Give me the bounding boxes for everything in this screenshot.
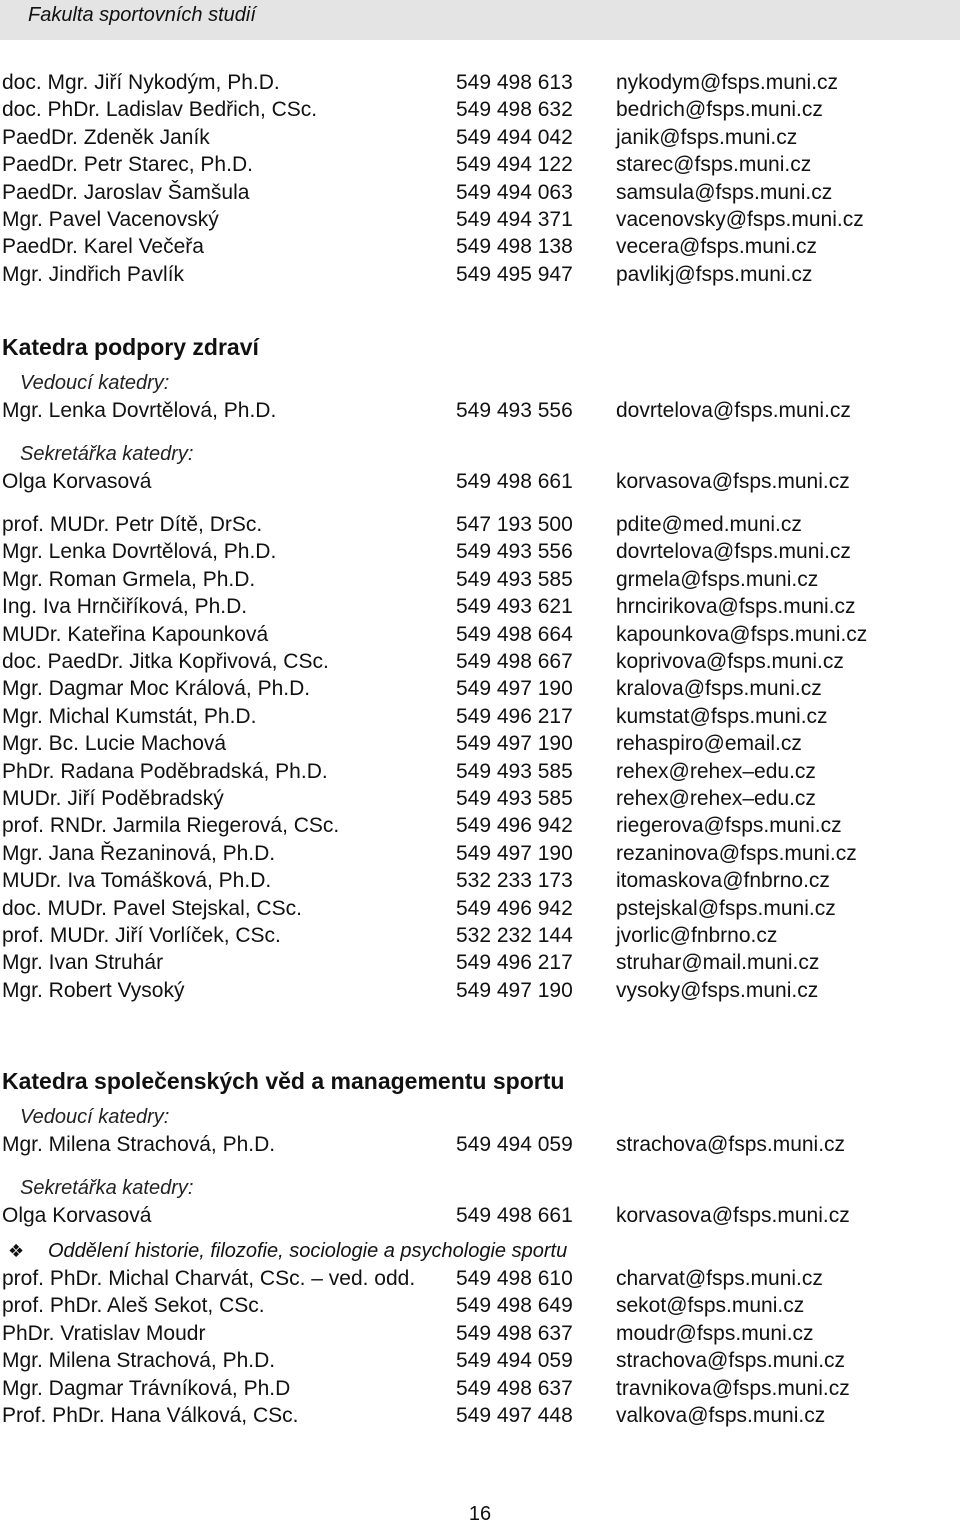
contact-name: Olga Korvasová: [2, 1204, 152, 1227]
contact-email: rehex@rehex–edu.cz: [616, 787, 816, 810]
contact-name: PaedDr. Petr Starec, Ph.D.: [2, 153, 253, 177]
contact-email: jvorlic@fnbrno.cz: [616, 924, 778, 947]
page-number: 16: [468, 1503, 492, 1525]
contact-name: Mgr. Pavel Vacenovský: [2, 208, 219, 231]
dept2-secretary-label: Sekretářka katedry:: [20, 1177, 194, 1199]
contact-email: strachova@fsps.muni.cz: [616, 1349, 846, 1373]
contact-row: [0, 648, 960, 675]
contact-phone: 549 498 661: [456, 1204, 573, 1227]
contact-name: prof. PhDr. Michal Charvát, CSc. – ved. odd.: [2, 1267, 416, 1290]
contact-row: [0, 1292, 960, 1319]
contact-email: sekot@fsps.muni.cz: [616, 1294, 805, 1318]
header-band: [0, 0, 960, 40]
contact-phone: 549 498 613: [456, 71, 573, 94]
contact-name: Mgr. Robert Vysoký: [2, 978, 185, 1002]
contact-email: vysoky@fsps.muni.cz: [616, 978, 819, 1002]
contact-name: prof. RNDr. Jarmila Riegerová, CSc.: [2, 814, 340, 838]
contact-phone: 549 494 371: [456, 208, 573, 231]
contact-email: pstejskal@fsps.muni.cz: [616, 896, 836, 920]
contact-phone: 549 493 585: [456, 787, 573, 810]
contact-email: pdite@med.muni.cz: [616, 513, 802, 536]
contact-row: [0, 977, 960, 1004]
contact-phone: 532 233 173: [456, 869, 573, 893]
contact-row: [0, 840, 960, 867]
contact-phone: 549 497 190: [456, 978, 573, 1002]
contact-row: [0, 785, 960, 812]
contact-email: strachova@fsps.muni.cz: [616, 1133, 846, 1156]
contact-email: struhar@mail.muni.cz: [616, 951, 820, 975]
contact-phone: 549 494 059: [456, 1349, 573, 1373]
contact-row: [0, 1320, 960, 1347]
contact-phone: 549 493 556: [456, 399, 573, 422]
contact-email: travnikova@fsps.muni.cz: [616, 1376, 850, 1400]
contact-phone: 549 497 190: [456, 841, 573, 865]
contact-row: [0, 1375, 960, 1402]
contact-row: [0, 812, 960, 839]
contact-email: janik@fsps.muni.cz: [616, 125, 798, 149]
contact-row: [0, 96, 960, 123]
contact-email: korvasova@fsps.muni.cz: [616, 1204, 850, 1227]
contact-row: [0, 179, 960, 206]
contact-email: valkova@fsps.muni.cz: [616, 1404, 826, 1427]
contact-email: rehaspiro@email.cz: [616, 732, 802, 756]
dept1-title: Katedra podpory zdraví: [2, 334, 259, 360]
dept2-head-row: [0, 1131, 960, 1158]
subsection-title: Oddělení historie, filozofie, sociologie a psychologie sportu: [48, 1240, 568, 1262]
contact-email: koprivova@fsps.muni.cz: [616, 650, 844, 673]
contact-name: MUDr. Kateřina Kapounková: [2, 622, 269, 646]
contact-name: MUDr. Iva Tomášková, Ph.D.: [2, 869, 272, 893]
contact-name: doc. PhDr. Ladislav Bedřich, CSc.: [2, 98, 318, 122]
contact-name: Mgr. Jindřich Pavlík: [2, 262, 185, 286]
contact-row: [0, 124, 960, 151]
contact-phone: 549 498 661: [456, 470, 573, 493]
dept2-head-label: Vedoucí katedry:: [20, 1106, 170, 1128]
contact-phone: 549 494 122: [456, 153, 573, 177]
contact-phone: 549 498 649: [456, 1294, 573, 1318]
contact-phone: 549 494 059: [456, 1133, 573, 1156]
contact-row: [0, 1402, 960, 1429]
contact-row: [0, 867, 960, 894]
contact-row: [0, 538, 960, 565]
dept1-secretary-label: Sekretářka katedry:: [20, 443, 194, 465]
contact-email: korvasova@fsps.muni.cz: [616, 470, 850, 493]
dept2-subsection-heading: [8, 1238, 567, 1264]
contact-phone: 549 494 063: [456, 180, 573, 204]
contact-row: [0, 233, 960, 260]
header-title: Fakulta sportovních studií: [28, 4, 256, 26]
contact-row: [0, 949, 960, 976]
contact-phone: 549 496 942: [456, 814, 573, 838]
contact-phone: 549 498 664: [456, 622, 573, 646]
contact-name: PhDr. Radana Poděbradská, Ph.D.: [2, 759, 328, 783]
contact-row: [0, 922, 960, 949]
contact-email: moudr@fsps.muni.cz: [616, 1321, 814, 1345]
contact-name: doc. Mgr. Jiří Nykodým, Ph.D.: [2, 71, 280, 94]
dept2-secretary-row: [0, 1202, 960, 1229]
contact-email: hrncirikova@fsps.muni.cz: [616, 595, 856, 619]
contact-name: PaedDr. Jaroslav Šamšula: [2, 180, 250, 204]
contact-phone: 549 494 042: [456, 125, 573, 149]
contact-phone: 549 497 190: [456, 732, 573, 756]
contact-name: Mgr. Dagmar Moc Králová, Ph.D.: [2, 677, 311, 701]
contact-email: samsula@fsps.muni.cz: [616, 180, 833, 204]
contact-email: dovrtelova@fsps.muni.cz: [616, 399, 851, 422]
dept1-head-row: [0, 397, 960, 424]
contact-name: Ing. Iva Hrnčiříková, Ph.D.: [2, 595, 248, 619]
contact-email: kumstat@fsps.muni.cz: [616, 704, 828, 728]
contact-name: Olga Korvasová: [2, 470, 152, 493]
contact-name: Mgr. Lenka Dovrtělová, Ph.D.: [2, 399, 277, 422]
contact-phone: 549 498 637: [456, 1321, 573, 1345]
contact-row: [0, 566, 960, 593]
contact-email: nykodym@fsps.muni.cz: [616, 71, 839, 94]
contact-name: Mgr. Michal Kumstát, Ph.D.: [2, 704, 257, 728]
contact-phone: 549 497 190: [456, 677, 573, 701]
contact-phone: 549 498 138: [456, 235, 573, 259]
contact-row: [0, 895, 960, 922]
contact-email: vecera@fsps.muni.cz: [616, 235, 818, 259]
contact-phone: 549 498 667: [456, 650, 573, 673]
contact-name: PaedDr. Zdeněk Janík: [2, 125, 210, 149]
contact-name: Mgr. Ivan Struhár: [2, 951, 164, 975]
contact-email: dovrtelova@fsps.muni.cz: [616, 540, 851, 564]
contact-name: prof. MUDr. Jiří Vorlíček, CSc.: [2, 924, 281, 947]
contact-name: prof. PhDr. Aleš Sekot, CSc.: [2, 1294, 265, 1318]
contact-name: Mgr. Milena Strachová, Ph.D.: [2, 1349, 276, 1373]
contact-name: PhDr. Vratislav Moudr: [2, 1321, 206, 1345]
contact-row: [0, 1347, 960, 1374]
contact-phone: 549 498 632: [456, 98, 573, 122]
contact-phone: 549 493 585: [456, 759, 573, 783]
contact-row: [0, 151, 960, 178]
contact-name: Mgr. Milena Strachová, Ph.D.: [2, 1133, 276, 1156]
contact-phone: 549 493 556: [456, 540, 573, 564]
contact-row: [0, 703, 960, 730]
contact-phone: 549 498 637: [456, 1376, 573, 1400]
contact-name: doc. PaedDr. Jitka Kopřivová, CSc.: [2, 650, 329, 673]
contact-row: [0, 261, 960, 288]
diamond-bullet-icon: ❖: [8, 1241, 25, 1261]
contact-phone: 549 493 585: [456, 567, 573, 591]
contact-name: Mgr. Dagmar Trávníková, Ph.D: [2, 1376, 291, 1400]
contact-phone: 532 232 144: [456, 924, 573, 947]
contact-phone: 549 495 947: [456, 262, 573, 286]
contact-phone: 549 496 217: [456, 951, 573, 975]
dept1-head-label: Vedoucí katedry:: [20, 372, 170, 394]
contact-name: Mgr. Lenka Dovrtělová, Ph.D.: [2, 540, 277, 564]
contact-row: [0, 730, 960, 757]
contact-phone: 549 493 621: [456, 595, 573, 619]
contact-name: prof. MUDr. Petr Dítě, DrSc.: [2, 513, 263, 536]
contact-email: rezaninova@fsps.muni.cz: [616, 841, 857, 865]
contact-email: charvat@fsps.muni.cz: [616, 1267, 823, 1290]
contact-email: rehex@rehex–edu.cz: [616, 759, 816, 783]
contact-row: [0, 69, 960, 96]
contact-email: vacenovsky@fsps.muni.cz: [616, 208, 864, 231]
contact-row: [0, 511, 960, 538]
contact-row: [0, 593, 960, 620]
contact-row: [0, 675, 960, 702]
contact-name: Mgr. Roman Grmela, Ph.D.: [2, 567, 256, 591]
contact-row: [0, 1265, 960, 1292]
contact-phone: 549 497 448: [456, 1404, 573, 1427]
contact-email: kralova@fsps.muni.cz: [616, 677, 822, 701]
contact-name: Mgr. Bc. Lucie Machová: [2, 732, 227, 756]
contact-email: grmela@fsps.muni.cz: [616, 567, 819, 591]
contact-row: [0, 758, 960, 785]
contact-email: kapounkova@fsps.muni.cz: [616, 622, 868, 646]
contact-name: doc. MUDr. Pavel Stejskal, CSc.: [2, 896, 302, 920]
dept1-secretary-row: [0, 468, 960, 495]
contact-email: riegerova@fsps.muni.cz: [616, 814, 842, 838]
contact-phone: 549 498 610: [456, 1267, 573, 1290]
contact-name: PaedDr. Karel Večeřa: [2, 235, 204, 259]
contact-name: Mgr. Jana Řezaninová, Ph.D.: [2, 841, 276, 865]
contact-email: itomaskova@fnbrno.cz: [616, 869, 830, 893]
contact-name: Prof. PhDr. Hana Válková, CSc.: [2, 1404, 299, 1427]
contact-phone: 549 496 217: [456, 704, 573, 728]
contact-phone: 547 193 500: [456, 513, 573, 536]
contact-row: [0, 206, 960, 233]
contact-email: starec@fsps.muni.cz: [616, 153, 812, 177]
contact-phone: 549 496 942: [456, 896, 573, 920]
contact-email: pavlikj@fsps.muni.cz: [616, 262, 813, 286]
contact-name: MUDr. Jiří Poděbradský: [2, 787, 224, 810]
contact-row: [0, 621, 960, 648]
dept2-title: Katedra společenských věd a managementu sportu: [2, 1068, 565, 1094]
contact-email: bedrich@fsps.muni.cz: [616, 98, 823, 122]
